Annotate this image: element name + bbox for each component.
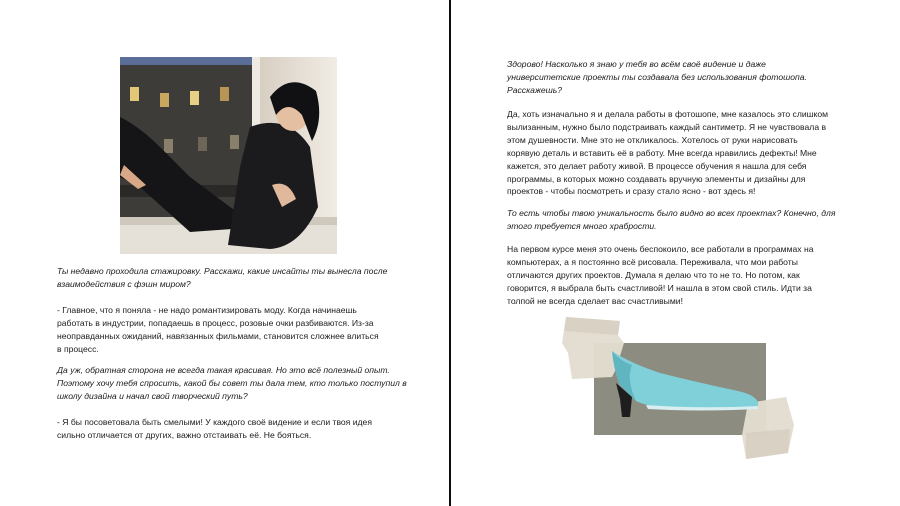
- shoe-collage: [560, 313, 800, 463]
- question-internship: Ты недавно проходила стажировку. Расскажи, какие инсайты ты вынесла после взаимодействия с фэшн миром?: [57, 266, 388, 289]
- answer-advice: - Я бы посоветовала быть смелыми! У каждого своё видение и если твоя идея сильно отличается от других, важно отстаивать её. Не бояться.: [57, 417, 372, 440]
- answer-photoshop: Да, хоть изначально я и делала работы в фотошопе, мне казалось это слишком вылизанным, нужно было подстраивать каждый сантиметр. Я не чувствовала в этом душевности. Мне это не откликалось. Хотелось от руки нарисовать корявую деталь и вставить её в работу. Мне всегда нравились дефекты! Мне кажется, это делает работу живой. В процессе обучения я нашла для себя программы, в которых можно создавать вручную элементы и дизайны для проектов - чтобы посмотреть и сразу стало ясно - вот здесь я!: [507, 109, 829, 197]
- question-photoshop: Здорово! Насколько я знаю у тебя во всём своё видение и даже университетские проекты ты создавала без использования фотошопа. Расскажешь?: [507, 59, 807, 95]
- question-advice: Да уж, обратная сторона не всегда такая красивая. Но это всё полезный опыт. Поэтому хочу тебя спросить, какой бы совет ты дала тем, кто только поступил в школу дизайна и начал свой творческий путь?: [57, 365, 407, 401]
- portrait-photo: [120, 57, 337, 254]
- answer-uniqueness: На первом курсе меня это очень беспокоило, все работали в программах на компьютерах, а я постоянно всё рисовала. Переживала, что мои работы отличаются других проектов. Думала я делаю что то не то. Но потом, как говорится, я выбрала быть счастливой! И нашла в этом свой стиль. Идти за толпой не всегда сделает вас счастливыми!: [507, 244, 814, 306]
- page-divider: [449, 0, 451, 506]
- question-uniqueness: То есть чтобы твою уникальность было видно во всех проектах? Конечно, для этого требуется много храбрости.: [507, 208, 836, 231]
- answer-internship: - Главное, что я поняла - не надо романтизировать моду. Когда начинаешь работать в индустрии, попадаешь в процесс, розовые очки разбиваются. Из-за неоправданных ожиданий, навязанных фильмами, становится сложнее влиться в процесс.: [57, 305, 379, 354]
